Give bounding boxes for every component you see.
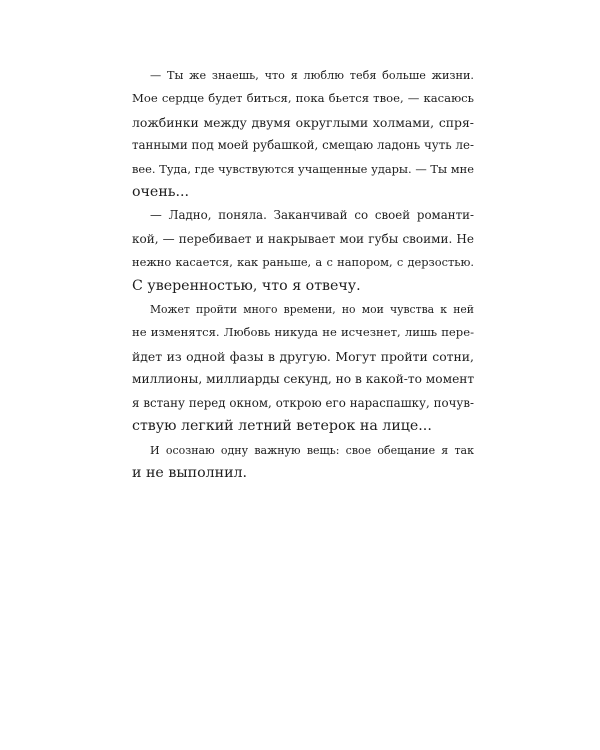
paragraph-3: [132, 298, 474, 438]
text-line: я встану перед окном, открою его нараспашку, почув-: [132, 395, 474, 410]
paragraph-4: [132, 439, 474, 486]
text-line: не изменятся. Любовь никуда не исчезнет, лишь пере-: [132, 325, 474, 340]
text-line: ствую легкий летний ветерок на лице...: [132, 418, 432, 435]
text-line: И осознаю одну важную вещь: свое обещание я так: [150, 443, 474, 457]
text-line: С уверенностью, что я отвечу.: [132, 277, 361, 294]
text-line: Может пройти много времени, но мои чувства к ней: [150, 303, 474, 317]
text-line: танными под моей рубашкой, смещаю ладонь чуть ле-: [132, 138, 474, 153]
text-line: очень...: [132, 184, 190, 201]
paragraph-1: [132, 64, 474, 204]
text-line: нежно касается, как раньше, а с напором, с дерзостью.: [132, 255, 474, 270]
text-line: — Ладно, поняла. Заканчивай со своей романти-: [150, 208, 474, 223]
text-line: миллионы, миллиарды секунд, но в какой-то момент: [132, 372, 475, 387]
text-line: и не выполнил.: [132, 464, 248, 481]
text-line: Мое сердце будет биться, пока бьется твое, — касаюсь: [132, 91, 474, 106]
text-line: ложбинки между двумя округлыми холмами, спря-: [132, 114, 474, 130]
text-line: — Ты же знаешь, что я люблю тебя больше жизни.: [150, 69, 474, 82]
text-line: кой, — перебивает и накрывает мои губы своими. Не: [132, 231, 474, 246]
page-text: [132, 64, 474, 485]
text-line: вее. Туда, где чувствуются учащенные удары. — Ты мне: [132, 161, 474, 176]
paragraph-2: [132, 204, 474, 298]
text-line: йдет из одной фазы в другую. Могут пройти сотни,: [132, 348, 474, 364]
